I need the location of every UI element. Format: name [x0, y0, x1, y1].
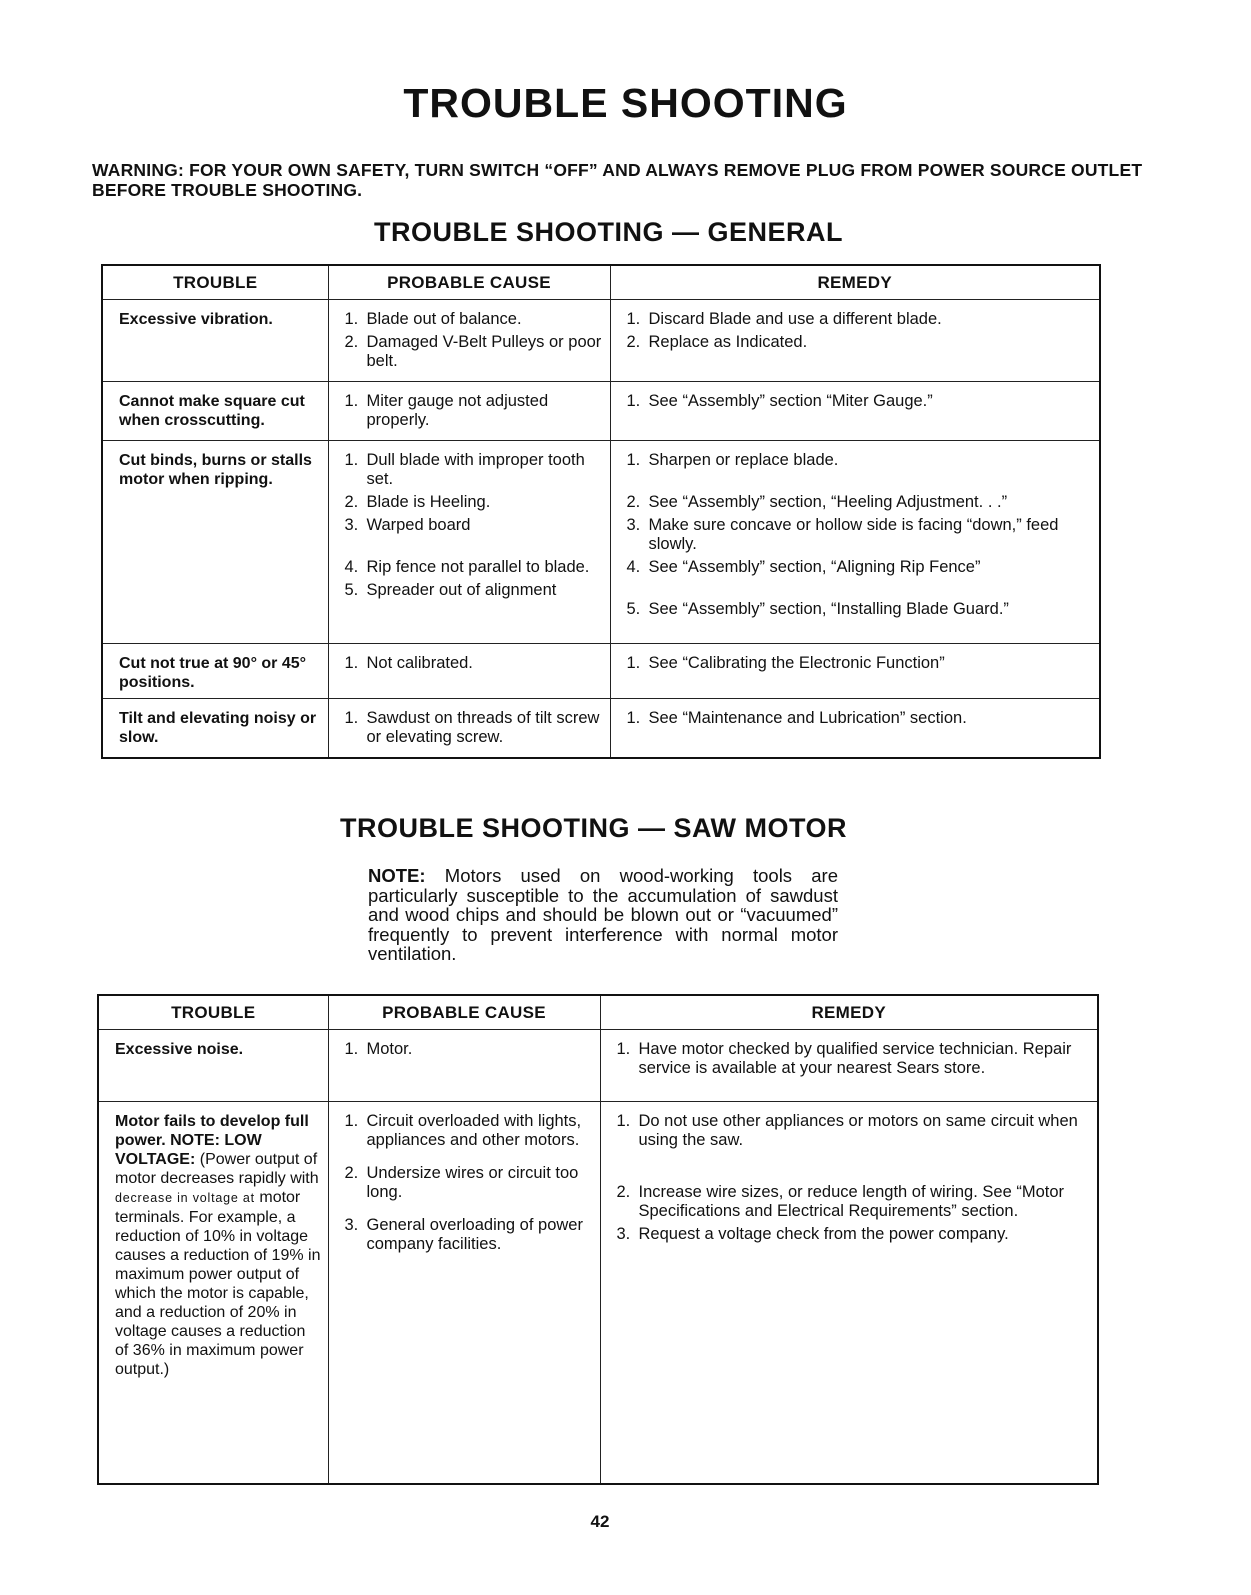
trouble-cell: Excessive vibration.	[102, 300, 328, 382]
list-item: 2. Replace as Indicated.	[626, 333, 808, 351]
list-item: 2. Blade is Heeling.	[344, 493, 491, 511]
list-item: 1. Not calibrated.	[344, 654, 473, 672]
list-item: 2. Increase wire sizes, or reduce length of wiring. See “Motor Specifications and Electrical Requirements” section.	[616, 1183, 1065, 1220]
table-row	[102, 300, 1100, 382]
remedy-cell	[610, 300, 1100, 382]
trouble-cell: Excessive noise.	[98, 1030, 328, 1102]
note-text: Motors used on wood-working tools are particularly susceptible to the accumulation of sawdust and wood chips and should be blown out or “vacuumed” frequently to prevent interference with normal motor ventilation.	[368, 865, 839, 964]
list-item: 1. Circuit overloaded with lights, appliances and other motors.	[344, 1112, 582, 1149]
remedy-cell	[610, 699, 1100, 759]
list-item: 3. Make sure concave or hollow side is facing “down,” feed slowly.	[626, 516, 1059, 553]
list-item: 1. Miter gauge not adjusted properly.	[344, 392, 549, 429]
header-probable-cause: PROBABLE CAUSE	[328, 265, 610, 300]
list-item: 5. See “Assembly” section, “Installing Blade Guard.”	[626, 600, 1009, 618]
cause-cell	[328, 1102, 600, 1484]
remedy-cell	[610, 382, 1100, 441]
cause-cell	[328, 1030, 600, 1102]
cause-cell	[328, 441, 610, 644]
remedy-cell	[600, 1030, 1098, 1102]
list-item: 1. See “Calibrating the Electronic Function”	[626, 654, 945, 672]
table-row	[102, 699, 1100, 759]
motor-trouble-table	[97, 994, 1099, 1485]
list-item: 3. General overloading of power company facilities.	[344, 1216, 583, 1253]
list-item: 1. Motor.	[344, 1040, 413, 1058]
page-title: TROUBLE SHOOTING	[403, 80, 848, 126]
header-remedy: REMEDY	[610, 265, 1100, 300]
header-probable-cause: PROBABLE CAUSE	[328, 995, 600, 1030]
table-row	[102, 644, 1100, 699]
list-item: 1. See “Maintenance and Lubrication” section.	[626, 709, 967, 727]
trouble-cell: Cut binds, burns or stalls motor when ripping.	[102, 441, 328, 644]
cause-cell	[328, 644, 610, 699]
general-trouble-table	[101, 264, 1101, 759]
safety-warning: WARNING: FOR YOUR OWN SAFETY, TURN SWITCH “OFF” AND ALWAYS REMOVE PLUG FROM POWER SOURCE OUTLET BEFORE TROUBLE SHOOTING.	[92, 160, 1143, 200]
list-item: 2. See “Assembly” section, “Heeling Adjustment. . .”	[626, 493, 1008, 511]
header-trouble: TROUBLE	[98, 995, 328, 1030]
trouble-cell: Cut not true at 90° or 45° positions.	[102, 644, 328, 699]
trouble-cell: Cannot make square cut when crosscutting.	[102, 382, 328, 441]
list-item: 3. Warped board	[344, 516, 471, 534]
list-item: 5. Spreader out of alignment	[344, 581, 557, 599]
trouble-small-text: decrease in voltage at	[115, 1191, 255, 1205]
trouble-plain-text: (Power output of motor decreases rapidly with	[115, 1151, 319, 1187]
table-row	[102, 382, 1100, 441]
list-item: 1. Sharpen or replace blade.	[626, 451, 839, 469]
note-label: NOTE:	[368, 865, 426, 886]
trouble-bold-text: Motor fails to develop full power. NOTE: LOW VOLTAGE:	[115, 1113, 309, 1168]
trouble-cell	[98, 1102, 328, 1484]
list-item: 2. Undersize wires or circuit too long.	[344, 1164, 579, 1201]
cause-cell	[328, 699, 610, 759]
list-item: 1. See “Assembly” section “Miter Gauge.”	[626, 392, 933, 410]
table-row	[98, 1102, 1098, 1484]
remedy-cell	[610, 644, 1100, 699]
general-section-title: TROUBLE SHOOTING — GENERAL	[374, 217, 844, 247]
list-item: 1. Blade out of balance.	[344, 310, 522, 328]
list-item: 1. Sawdust on threads of tilt screw or elevating screw.	[344, 709, 600, 746]
motor-note	[368, 866, 838, 964]
header-remedy: REMEDY	[600, 995, 1098, 1030]
trouble-plain-text-2: motor terminals. For example, a reduction of 10% in voltage causes a reduction of 19% in maximum power output of which the motor is capable, and a reduction of 20% in voltage causes a reduction of 36% in maximum power output.)	[115, 1189, 321, 1378]
list-item: 1. Do not use other appliances or motors on same circuit when using the saw.	[616, 1112, 1078, 1149]
table-header-row	[102, 265, 1100, 300]
table-row	[102, 441, 1100, 644]
remedy-cell	[600, 1102, 1098, 1484]
remedy-cell	[610, 441, 1100, 644]
motor-section-title: TROUBLE SHOOTING — SAW MOTOR	[340, 813, 848, 843]
list-item: 2. Damaged V-Belt Pulleys or poor belt.	[344, 333, 602, 370]
header-trouble: TROUBLE	[102, 265, 328, 300]
list-item: 1. Have motor checked by qualified service technician. Repair service is available at your nearest Sears store.	[616, 1040, 1072, 1077]
page-number: 42	[590, 1512, 610, 1531]
list-item: 4. Rip fence not parallel to blade.	[344, 558, 590, 576]
list-item: 3. Request a voltage check from the power company.	[616, 1225, 1009, 1243]
table-row	[98, 1030, 1098, 1102]
trouble-cell: Tilt and elevating noisy or slow.	[102, 699, 328, 759]
list-item: 4. See “Assembly” section, “Aligning Rip Fence”	[626, 558, 981, 576]
list-item: 1. Dull blade with improper tooth set.	[344, 451, 585, 488]
table-header-row	[98, 995, 1098, 1030]
cause-cell	[328, 382, 610, 441]
list-item: 1. Discard Blade and use a different blade.	[626, 310, 942, 328]
cause-cell	[328, 300, 610, 382]
